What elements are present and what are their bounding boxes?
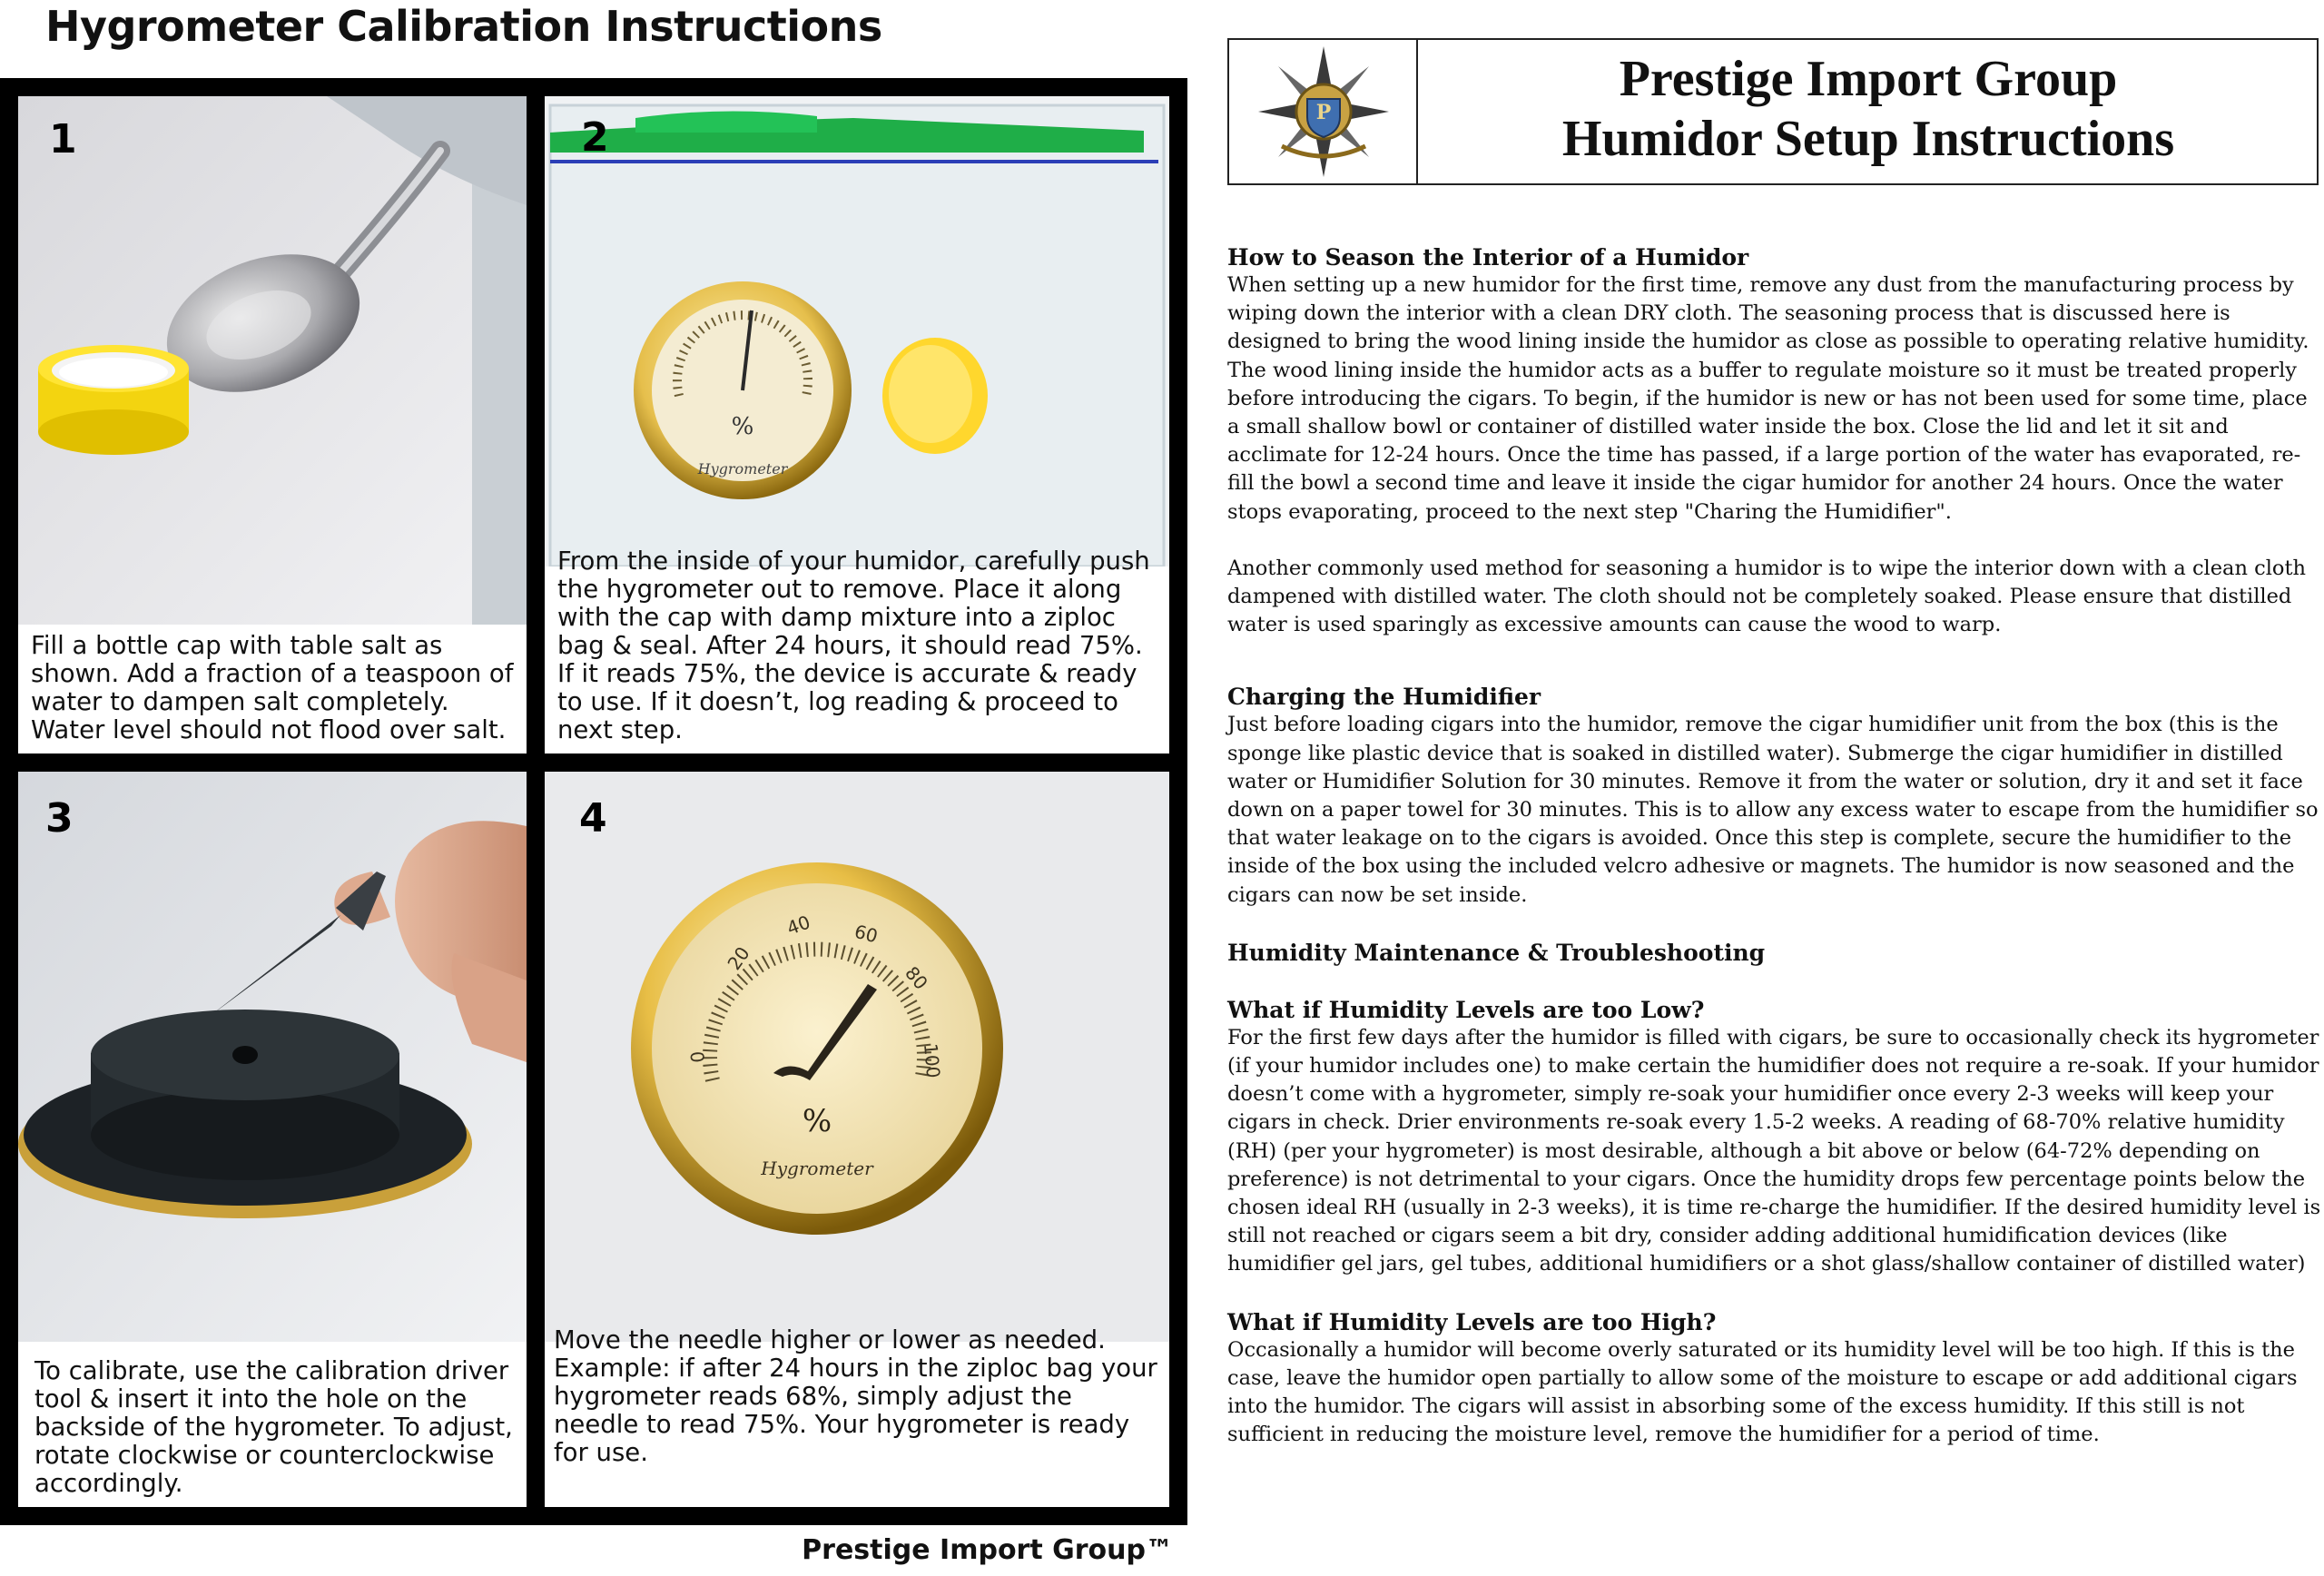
low-humidity-heading: What if Humidity Levels are too Low?: [1227, 996, 1705, 1023]
step-2-number: 2: [581, 114, 609, 161]
charging-heading: Charging the Humidifier: [1227, 684, 1541, 711]
gauge-tick-80: 80: [901, 961, 932, 994]
step-4-panel: [545, 772, 1169, 1507]
low-humidity-paragraph: For the first few days after the humidor is filled with cigars, be sure to occasionally check its hygrometer (if your humidor includes one) to make certain the humidifier does not require a re-soak. If your humidor doesn’t come with a hygrometer, simply re-soak your humidifier once every 2-3 weeks will keep your cigars in check. Drier environments re-soak every 1.5-2 weeks. A reading of 68-70% relative humidity (RH) (per your hygrometer) is most desirable, although a bit above or below (64-72% depending on preference) is not detrimental to your cigars. Once the humidity drops few percentage points below the chosen ideal RH (usually in 2-3 weeks), it is time re-charge the humidifier. If the desired humidity level is still not reached or cigars seem a bit dry, consider adding additional humidification devices (like humidifier gel jars, gel tubes, additional humidifiers or a shot glass/shallow container of distilled water): [1227, 1025, 2321, 1276]
svg-text:Hygrometer: Hygrometer: [697, 460, 788, 478]
step-3-caption: To calibrate, use the calibration driver tool & insert it into the hole on the backside of the hygrometer. To adjust, rotate clockwise or counterclockwise accordingly.: [34, 1356, 513, 1498]
step-4-caption: Move the needle higher or lower as needed. Example: if after 24 hours in the ziploc bag your hygrometer reads 68%, simply adjust the needle to read 75%. Your hygrometer is ready for use.: [554, 1325, 1157, 1467]
step-2-caption: From the inside of your humidor, carefully push the hygrometer out to remove. Place it along with the cap with damp mixture into a ziploc bag & seal. After 24 hours, it should read 75%. If it reads 75%, the device is accurate & ready to use. If it doesn’t, log reading & proceed to next step.: [557, 547, 1150, 744]
step-1-caption: Fill a bottle cap with table salt as shown. Add a fraction of a teaspoon of water to dampen salt completely. Water level should not flood over salt.: [31, 631, 514, 744]
step-2-panel: [545, 96, 1169, 754]
maintenance-heading: Humidity Maintenance & Troubleshooting: [1227, 939, 1766, 966]
high-humidity-paragraph: Occasionally a humidor will become overly saturated or its humidity level will be too high. If this is the case, leave the humidor open partially to allow some of the moisture to escape or add additional cigars into the humidor. The cigars will assist in absorbing some of the excess humidity. If this still is not sufficient in reducing the moisture level, remove the humidifier for a period of time.: [1227, 1337, 2298, 1447]
step-4-number: 4: [579, 795, 607, 842]
gauge-tick-60: 60: [852, 920, 881, 948]
gauge-brand: Hygrometer: [761, 1157, 873, 1179]
header-subtitle: Humidor Setup Instructions: [1561, 111, 2175, 167]
svg-text:%: %: [731, 413, 754, 440]
gauge-tick-20: 20: [723, 942, 754, 974]
humidor-header: [1227, 38, 2319, 185]
step-2-photo: [545, 96, 1169, 566]
step-1-number: 1: [49, 116, 77, 163]
gauge-tick-0: 0: [685, 1049, 709, 1064]
crest-logo-icon: [1229, 40, 1418, 183]
season-paragraph-1: When setting up a new humidor for the first time, remove any dust from the manufacturing process by wiping down the interior with a clean DRY cloth. The seasoning process that is discussed here is designed to bring the wood lining inside the humidor as close as possible to operating relative humidity. The wood lining inside the humidor acts as a buffer to regulate moisture so it must be treated properly before introducing the cigars. To begin, if the humidor is new or has not been used for some time, place a small shallow bowl or container of distilled water inside the box. Close the lid and let it sit and acclimate for 12-24 hours. Once the time has passed, if a large portion of the water has evaporated, re-fill the bowl a second time and leave it inside the cigar humidor for another 24 hours. Once the water stops evaporating, proceed to the next step "Charing the Humidifier".: [1227, 273, 2309, 524]
step-3-number: 3: [45, 795, 74, 842]
season-paragraph-2: Another commonly used method for seasoning a humidor is to wipe the interior down with a clean cloth dampened with distilled water. The cloth should not be completely soaked. Please ensure that distilled water is used sparingly as excessive amounts can cause the wood to warp.: [1227, 556, 2306, 637]
season-heading: How to Season the Interior of a Humidor: [1227, 244, 1749, 271]
header-company: Prestige Import Group: [1619, 51, 2118, 107]
left-page-title: Hygrometer Calibration Instructions: [45, 2, 882, 51]
high-humidity-heading: What if Humidity Levels are too High?: [1227, 1308, 1717, 1335]
step-3-panel: [18, 772, 527, 1507]
charging-paragraph: Just before loading cigars into the humidor, remove the cigar humidifier unit from the box (this is the sponge like plastic device that is soaked in distilled water). Submerge the cigar humidifier in distilled water or Humidifier Solution for 30 minutes. Remove it from the water or solution, dry it and set it face down on a paper towel for 30 minutes. This is to allow any excess water to escape from the humidifier so that water leakage on to the cigars is avoided. Once this step is complete, secure the humidifier to the inside of the box using the included velcro adhesive or magnets. The humidor is now seasoned and the cigars can now be set inside.: [1227, 713, 2319, 907]
gauge-tick-40: 40: [783, 911, 813, 940]
footer-brand: Prestige Import Group™: [802, 1534, 1173, 1566]
logo-letter: P: [1315, 101, 1332, 124]
gauge-unit: %: [802, 1103, 832, 1139]
step-3-photo: [18, 772, 527, 1342]
header-title: [1420, 49, 2317, 169]
step-4-photo: [545, 772, 1169, 1342]
humidor-instructions: [1227, 243, 2321, 1450]
step-1-panel: [18, 96, 527, 754]
step-1-photo: [18, 96, 527, 625]
gauge-tick-100: 100: [920, 1042, 945, 1079]
logo-cell: [1229, 40, 1418, 183]
